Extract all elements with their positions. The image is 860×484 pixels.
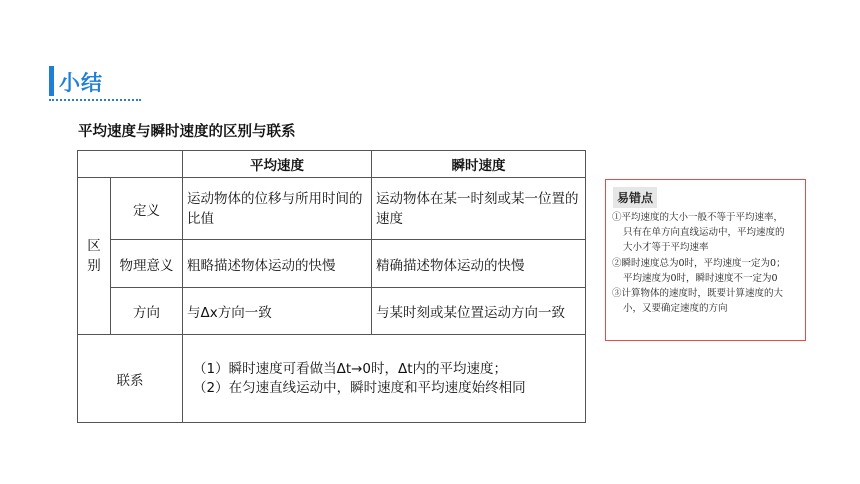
- relation-content: [183, 335, 586, 423]
- direction-instantaneous: 与某时刻或某位置运动方向一致: [372, 288, 586, 335]
- header-empty-cell: [78, 151, 183, 178]
- difference-label-cell: [78, 178, 111, 335]
- difference-label-char-2: 别: [87, 258, 101, 274]
- relation-line-1: （1）瞬时速度可看做当Δt→0时，Δt内的平均速度；: [193, 360, 508, 377]
- table-header-row: [78, 151, 586, 178]
- common-mistakes-body: [612, 210, 802, 316]
- heading-accent-bar: [49, 66, 54, 96]
- relation-label: 联系: [78, 335, 183, 423]
- common-mistakes-title: 易错点: [613, 187, 657, 208]
- row-label-direction: 方向: [111, 288, 183, 335]
- table-row: [78, 288, 586, 335]
- mistake-line: ②瞬时速度总为0时，平均速度一定为0；: [612, 257, 786, 269]
- common-mistakes-box: [605, 179, 806, 341]
- difference-label-char-1: 区: [87, 238, 101, 254]
- row-label-definition: 定义: [111, 178, 183, 240]
- mistake-line: 大小才等于平均速率: [623, 242, 709, 254]
- table-row: [78, 240, 586, 288]
- section-heading: [49, 66, 141, 104]
- heading-text: 小结: [59, 71, 103, 95]
- header-instantaneous-velocity: 瞬时速度: [372, 151, 586, 178]
- header-average-velocity: 平均速度: [183, 151, 372, 178]
- definition-instantaneous: 运动物体在某一时刻或某一位置的速度: [372, 178, 586, 240]
- row-label-physical-meaning: 物理意义: [111, 240, 183, 288]
- table-caption: 平均速度与瞬时速度的区别与联系: [78, 124, 296, 140]
- mistake-line: ③计算物体的速度时，既要计算速度的大: [612, 288, 784, 300]
- mistake-line: 小，又要确定速度的方向: [623, 303, 728, 315]
- direction-average: 与Δx方向一致: [183, 288, 372, 335]
- mistake-line: 平均速度为0时，瞬时速度不一定为0: [623, 272, 778, 284]
- heading-underline: [49, 99, 141, 101]
- comparison-table: [77, 150, 586, 423]
- mistake-line: 只有在单方向直线运动中，平均速度的: [623, 227, 785, 239]
- relation-row: [78, 335, 586, 423]
- table-row: [78, 178, 586, 240]
- mistake-line: ①平均速度的大小一般不等于平均速率，: [612, 212, 784, 223]
- definition-average: 运动物体的位移与所用时间的比值: [183, 178, 372, 240]
- physical-meaning-average: 粗略描述物体运动的快慢: [183, 240, 372, 288]
- physical-meaning-instantaneous: 精确描述物体运动的快慢: [372, 240, 586, 288]
- relation-line-2: （2）在匀速直线运动中，瞬时速度和平均速度始终相同: [193, 379, 526, 396]
